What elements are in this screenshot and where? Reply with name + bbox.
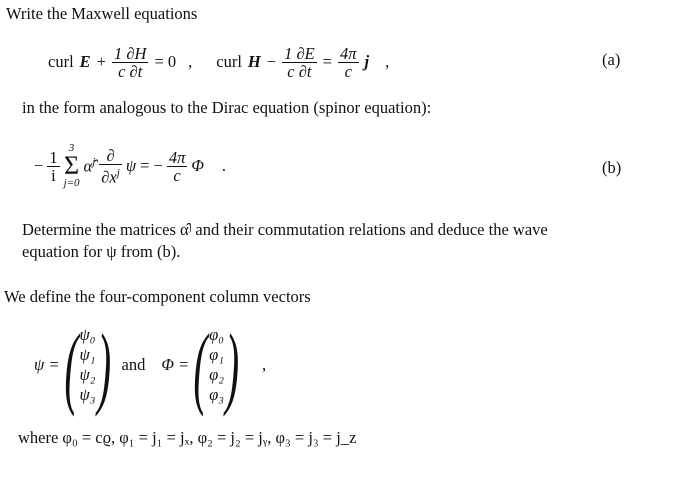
fraction-1-over-i <box>47 149 59 184</box>
fraction-4pi-c <box>338 45 359 80</box>
fraction-numerator: 4π <box>168 147 186 167</box>
psi-column-vector <box>63 315 112 417</box>
fraction-denominator: i <box>51 165 56 185</box>
psi-lhs: ψ = <box>34 355 60 374</box>
equals-zero: = 0 <box>154 52 177 71</box>
phi-symbol: Φ <box>191 156 204 175</box>
phi-component-1: φ₁ <box>209 345 225 364</box>
sigma-symbol: Σ <box>63 151 80 180</box>
fraction-4pi-c <box>167 149 188 184</box>
equation-label-b: (b) <box>602 158 622 177</box>
dx-superscript: j <box>116 166 120 179</box>
partial-derivative <box>99 147 122 186</box>
phi-component-3: φ₃ <box>209 385 225 404</box>
phi-component-0: φ₀ <box>209 325 225 344</box>
fraction-numerator: 4π <box>339 43 357 63</box>
psi-component-3: ψ₃ <box>79 385 96 404</box>
psi-symbol: ψ <box>125 156 137 175</box>
fraction-denominator <box>99 165 122 186</box>
fraction-numerator: 1 ∂E <box>284 43 315 63</box>
minus-sign: − <box>34 156 44 175</box>
equation-a <box>48 40 389 84</box>
determine-line-2: equation for ψ from (b). <box>22 242 181 261</box>
curl-operator-2: curl <box>216 52 242 71</box>
where-line: where φ₀ = cϱ, φ₁ = j₁ = jₓ, φ₂ = j₂ = jᵧ, φ₃ = j₃ = j_z <box>18 428 357 447</box>
fraction-dh-dt <box>112 45 148 80</box>
fraction-denominator: c ∂t <box>287 61 312 81</box>
separator-comma: , <box>188 52 193 71</box>
alpha-matrix <box>84 156 96 177</box>
right-paren: ) <box>97 315 112 417</box>
intro-text: Write the Maxwell equations <box>6 4 198 23</box>
alpha-symbol: α̂ <box>83 156 93 176</box>
fraction-numerator: 1 ∂H <box>113 43 147 63</box>
curl-operator-1: curl <box>48 52 74 71</box>
plus-sign: + <box>96 52 106 71</box>
psi-component-1: ψ₁ <box>79 345 96 364</box>
left-paren: ( <box>193 315 208 417</box>
current-density-symbol: j <box>364 52 370 71</box>
equation-b <box>34 136 226 196</box>
e-field-symbol: E <box>79 52 91 71</box>
sum-upper-limit: 3 <box>68 142 75 154</box>
trailing-comma: , <box>385 52 390 71</box>
fraction-denominator: c <box>344 61 352 81</box>
left-paren: ( <box>63 315 78 417</box>
phi-component-2: φ₂ <box>209 365 225 384</box>
equation-label-a: (a) <box>602 50 621 69</box>
fraction-numerator: 1 <box>49 147 58 167</box>
fraction-de-dt <box>282 45 317 80</box>
equals-minus: = − <box>140 156 163 175</box>
dx-symbol: ∂x <box>101 167 117 187</box>
psi-component-2: ψ₂ <box>79 365 96 384</box>
fraction-denominator: c <box>173 165 181 185</box>
phi-lhs: Φ = <box>161 355 190 374</box>
fraction-numerator: ∂ <box>99 147 122 165</box>
right-paren: ) <box>225 315 240 417</box>
and-word: and <box>121 355 146 374</box>
fraction-denominator: c ∂t <box>118 61 143 81</box>
psi-component-0: ψ₀ <box>79 325 96 344</box>
trailing-comma: , <box>262 355 267 374</box>
dirac-intro-text: in the form analogous to the Dirac equation (spinor equation): <box>22 98 432 117</box>
h-field-symbol: H <box>247 52 261 71</box>
equals-sign: = <box>322 52 332 71</box>
summation <box>64 143 80 189</box>
column-vectors <box>34 315 267 417</box>
alpha-superscript: j <box>92 155 96 168</box>
minus-sign: − <box>266 52 277 71</box>
determine-line-1: Determine the matrices α̂ʲ and their commutation relations and deduce the wave <box>22 220 548 239</box>
phi-column-vector <box>193 315 240 417</box>
define-text: We define the four-component column vectors <box>4 287 311 306</box>
sum-lower-limit: j=0 <box>63 177 80 189</box>
trailing-dot: . <box>221 156 227 175</box>
